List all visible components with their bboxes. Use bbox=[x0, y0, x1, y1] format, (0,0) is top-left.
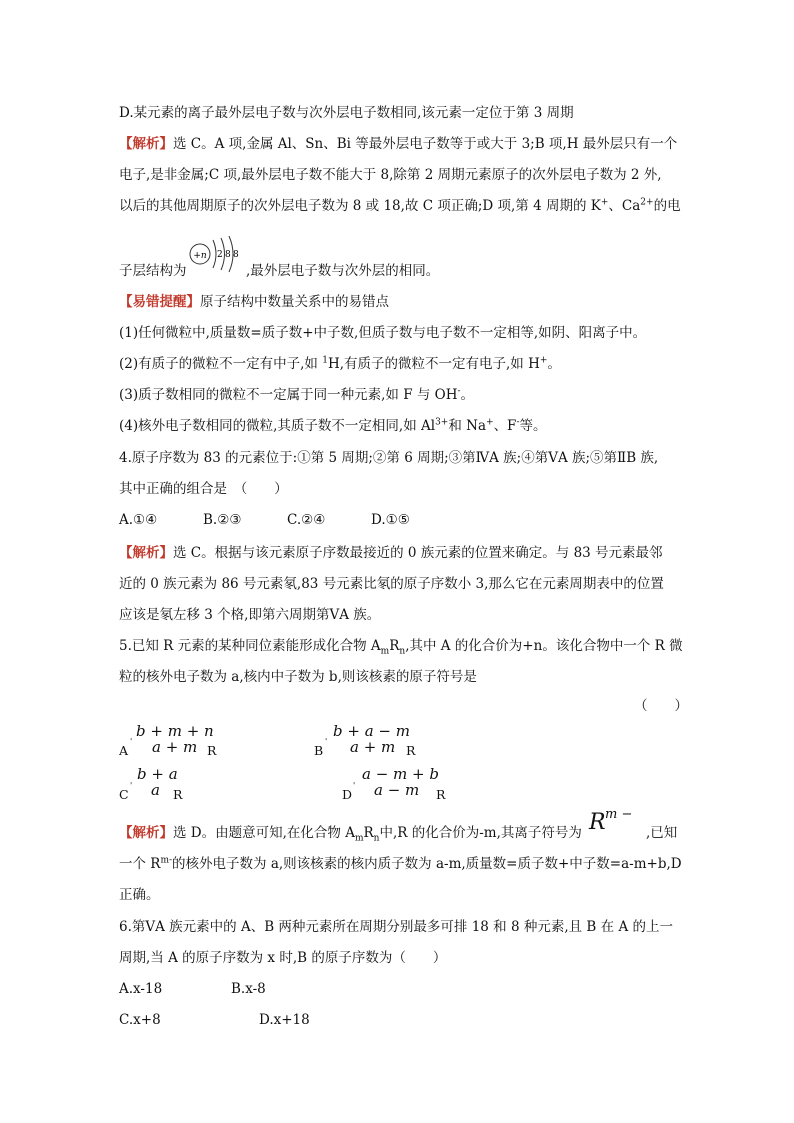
q4-stem-line2: 其中正确的组合是 （ ） bbox=[119, 481, 288, 497]
q4-option-d[interactable]: D.①⑤ bbox=[371, 512, 410, 528]
q5-option-a-symbol: R bbox=[207, 743, 217, 758]
analysis-tag: 【解析】 bbox=[119, 825, 173, 841]
q5-answer-paren: （ ） bbox=[634, 698, 688, 714]
tip-item-4: (4)核外电子数相同的微粒,其质子数不一定相同,如 $Al^{3+}$和 Na+、F-等。 bbox=[119, 417, 547, 434]
q5-option-b-symbol: R bbox=[406, 743, 416, 758]
q3-analysis-line3: 以后的其他周期原子的次外层电子数为 8 或 18,故 C 项正确;D 项,第 4 周期的 K+、$Ca^{2+}$的电 bbox=[119, 197, 681, 214]
tip-item-1: (1)任何微粒中,质量数=质子数+中子数,但质子数与电子数不一定相等,如阴、阳离子中。 bbox=[119, 325, 647, 341]
ion-symbol-charge: m − bbox=[605, 807, 633, 822]
svg-text:2: 2 bbox=[217, 250, 223, 260]
q4-analysis-line2: 近的 0 族元素为 86 号元素氡,83 号元素比氡的原子序数小 3,那么它在元素周期表中的位置 bbox=[119, 576, 664, 592]
q5-option-d-symbol: R bbox=[436, 787, 446, 802]
q5-analysis-line1: 【解析】选 D。由题意可知,在化合物 $A_mR_n$中,R 的化合价为-m,其离子符号为 bbox=[119, 825, 582, 844]
tip-item-3: (3)质子数相同的微粒不一定属于同一种元素,如 F 与 OH-。 bbox=[119, 386, 475, 403]
q4-option-a[interactable]: A.①④ bbox=[119, 512, 158, 528]
q5-option-b-bottom: a + m bbox=[350, 738, 396, 756]
svg-text:8: 8 bbox=[225, 250, 231, 260]
q4-analysis-line3: 应该是氡左移 3 个格,即第六周期第ⅤA 族。 bbox=[119, 607, 381, 623]
q4-stem-line1: 4.原子序数为 83 的元素位于:①第 5 周期;②第 6 周期;③第ⅣA 族;④第ⅤA 族;⑤第ⅡB 族, bbox=[119, 450, 659, 466]
q5-stem-line1: 5.已知 R 元素的某种同位素能形成化合物 $A_mR_n$,其中 A 的化合价为+n。该化合物中一个 R 微 bbox=[119, 638, 683, 657]
q3-analysis-line4-pre: 子层结构为 bbox=[119, 263, 187, 279]
q4-analysis-line1: 【解析】选 C。根据与该元素原子序数最接近的 0 族元素的位置来确定。与 83 号元素最邻 bbox=[119, 545, 663, 561]
q5-analysis-line1-end: ,已知 bbox=[646, 825, 678, 841]
q6-option-c[interactable]: C.x+8 bbox=[119, 1012, 161, 1028]
q5-analysis-line2: 一个 $R^{m-}$的核外电子数为 a,则该核素的核内质子数为 a-m,质量数=质子数+中子数=a-m+b,D bbox=[119, 855, 682, 872]
q5-stem-line2: 粒的核外电子数为 a,核内中子数为 b,则该核素的原子符号是 bbox=[119, 669, 477, 685]
q6-option-b[interactable]: B.x-8 bbox=[231, 981, 266, 997]
svg-text:+n: +n bbox=[193, 251, 207, 261]
document-page: D.某元素的离子最外层电子数与次外层电子数相同,该元素一定位于第 3 周期 【解析】选 C。A 项,金属 Al、Sn、Bi 等最外层电子数等于或大于 3;B 项,H 最外层只有一个 电子,是非金属;C 项,最外层电子数不能大于 8,除第 2 周期元素原子的次外层电子数为 2 外, 以后的其他周期原子的次外层电子数为 8 或 18,故 C 项正确;D 项,第 4 周期的 K+、$Ca^{2+}$的电 +n 2 8 8 子层结构为 ,最外层电子数与次外层的相同。 【易错提醒】原子结构中数量关系中的易错点 (1)任何微粒中,质量数=质子数+中子数,但质子数与电子数不一定相等,如阴、阳离子中。 (2)有质子的微粒不一定有中子,如 $^1$H,有质子的微粒不一定有电子,如 H+。 (3)质子数相同的微粒不一定属于同一种元素,如 F 与 OH-。 (4)核外电子数相同的微粒,其质子数不一定相同,如 $Al^{3+}$和 Na+、F-等。 4.原子序数为 83 的元素位于:①第 5 周期;②第 6 周期;③第ⅣA 族;④第ⅤA 族;⑤第ⅡB 族, 其中正确的组合是 （ ） A.①④ B.②③ C.②④ D.①⑤ 【解析】选 C。根据与该元素原子序数最接近的 0 族元素的位置来确定。与 83 号元素最邻 近的 0 族元素为 86 号元素氡,83 号元素比氡的原子序数小 3,那么它在元素周期表中的位置 应该是氡左移 3 个格,即第六周期第ⅤA 族。 5.已知 R 元素的某种同位素能形成化合物 $A_mR_n$,其中 A 的化合价为+n。该化合物中一个 R 微 粒的核外电子数为 a,核内中子数为 b,则该核素的原子符号是 （ ） b + m + n A ' a + m R b + a − m B ' a + m R b + a C ' a R a − m + b D ' a − m R 【解析】选 D。由题意可知,在化合物 $A_mR_n$中,R 的化合价为-m,其离子符号为 R m − ,已知 一个 $R^{m-}$的核外电子数为 a,则该核素的核内质子数为 a-m,质量数=质子数+中子数=a-m+b,D 正确。 6.第ⅤA 族元素中的 A、B 两种元素所在周期分别最多可排 18 和 8 种元素,且 B 在 A 的上一 周期,当 A 的原子序数为 x 时,B 的原子序数为（ ） A.x-18 B.x-8 C.x+8 D.x+18 bbox=[119, 105, 688, 1028]
q6-stem-line2: 周期,当 A 的原子序数为 x 时,B 的原子序数为（ ） bbox=[119, 950, 447, 966]
tip-heading: 【易错提醒】原子结构中数量关系中的易错点 bbox=[119, 294, 389, 310]
analysis-tag: 【解析】 bbox=[119, 136, 173, 152]
q4-option-b[interactable]: B.②③ bbox=[203, 512, 242, 528]
q5-option-c-symbol: R bbox=[173, 787, 183, 802]
q5-option-a-label: A bbox=[119, 743, 129, 758]
q5-option-a-top: b + m + n bbox=[136, 722, 214, 740]
svg-text:8: 8 bbox=[233, 250, 239, 260]
ion-symbol-r: R bbox=[589, 810, 606, 835]
q5-option-d-bottom: a − m bbox=[374, 781, 420, 799]
q5-analysis-line3: 正确。 bbox=[119, 887, 160, 903]
q3-analysis-line4-post: ,最外层电子数与次外层的相同。 bbox=[246, 263, 440, 279]
q5-option-c-bottom: a bbox=[151, 781, 160, 799]
q3-analysis-line2: 电子,是非金属;C 项,最外层电子数不能大于 8,除第 2 周期元素原子的次外层电子数为 2 外, bbox=[119, 167, 662, 183]
analysis-tag: 【解析】 bbox=[119, 545, 173, 561]
electron-shell-diagram bbox=[186, 236, 244, 276]
q5-option-c-top: b + a bbox=[137, 765, 178, 783]
q6-option-d[interactable]: D.x+18 bbox=[259, 1012, 310, 1028]
q5-option-a-bottom: a + m bbox=[152, 738, 198, 756]
q3-analysis-line1: 【解析】选 C。A 项,金属 Al、Sn、Bi 等最外层电子数等于或大于 3;B 项,H 最外层只有一个 bbox=[119, 136, 678, 152]
q5-option-c-label: C bbox=[119, 787, 129, 802]
q6-option-a[interactable]: A.x-18 bbox=[119, 981, 163, 997]
q4-option-c[interactable]: C.②④ bbox=[287, 512, 326, 528]
q6-stem-line1: 6.第ⅤA 族元素中的 A、B 两种元素所在周期分别最多可排 18 和 8 种元素,且 B 在 A 的上一 bbox=[119, 919, 673, 935]
q5-option-d-top: a − m + b bbox=[362, 765, 439, 783]
q5-option-b-label: B bbox=[314, 743, 324, 758]
tip-tag: 【易错提醒】 bbox=[119, 294, 200, 310]
q5-option-d-label: D bbox=[342, 787, 353, 802]
tip-item-2: (2)有质子的微粒不一定有中子,如 $^1$H,有质子的微粒不一定有电子,如 H+。 bbox=[119, 355, 561, 372]
q3-option-d: D.某元素的离子最外层电子数与次外层电子数相同,该元素一定位于第 3 周期 bbox=[119, 105, 574, 121]
q5-option-b-top: b + a − m bbox=[333, 722, 410, 740]
